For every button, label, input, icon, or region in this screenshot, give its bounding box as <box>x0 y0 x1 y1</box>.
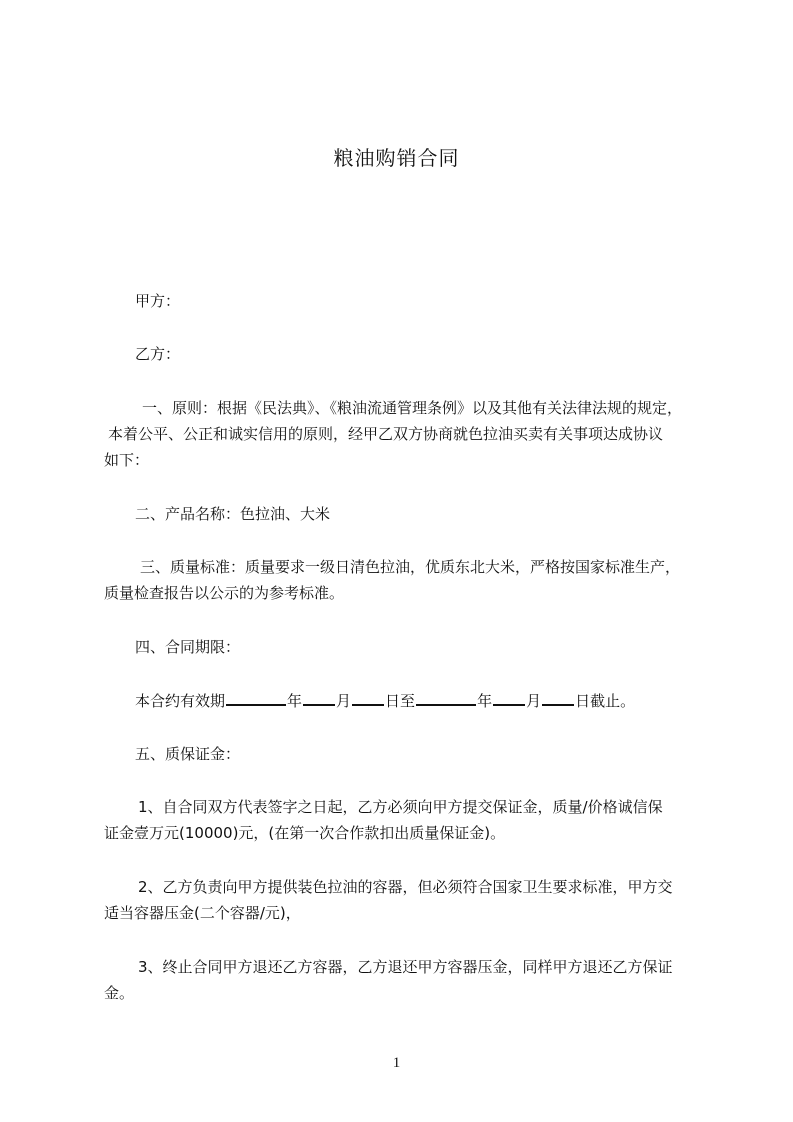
blank-month-2 <box>493 690 525 706</box>
party-a-label: 甲方： <box>135 292 181 310</box>
section-5: 五、质保证金： <box>135 745 241 763</box>
blank-day-1 <box>352 690 384 706</box>
item-2-line-1: 2、乙方负责向甲方提供装色拉油的容器，但必须符合国家卫生要求标准，甲方交 <box>138 878 673 896</box>
item-1-line-1: 1、自合同双方代表签字之日起，乙方必须向甲方提交保证金，质量/价格诚信保 <box>138 798 663 816</box>
page-title: 粮油购销合同 <box>333 146 460 170</box>
term-year-1: 年 <box>287 692 303 710</box>
item-2-line-2: 适当容器压金(二个容器/元)， <box>104 904 301 922</box>
party-b-label: 乙方： <box>135 345 181 363</box>
term-day-2: 日截止。 <box>575 692 636 710</box>
section-1-line-2: 本着公平、公正和诚实信用的原则，经甲乙双方协商就色拉油买卖有关事项达成协议 <box>108 425 664 443</box>
section-1-line-1: 一、原则：根据《民法典》、《粮油流通管理条例》以及其他有关法律法规的规定， <box>142 399 683 417</box>
term-day-1: 日至 <box>385 692 416 710</box>
page-number: 1 <box>392 1055 401 1071</box>
section-3-line-1: 三、质量标准：质量要求一级日清色拉油，优质东北大米，严格按国家标准生产， <box>140 558 681 576</box>
section-4: 四、合同期限： <box>135 638 241 656</box>
term-month-2: 月 <box>526 692 542 710</box>
item-3-line-2: 金。 <box>104 984 135 1002</box>
section-1-line-3: 如下： <box>104 451 150 469</box>
blank-year-1 <box>226 690 286 706</box>
blank-day-2 <box>542 690 574 706</box>
term-month-1: 月 <box>336 692 352 710</box>
term-prefix: 本合约有效期 <box>135 692 226 710</box>
blank-year-2 <box>416 690 476 706</box>
blank-month-1 <box>303 690 335 706</box>
term-line <box>135 690 635 711</box>
section-2: 二、产品名称：色拉油、大米 <box>135 505 331 523</box>
section-3-line-2: 质量检查报告以公示的为参考标准。 <box>104 584 345 602</box>
item-3-line-1: 3、终止合同甲方退还乙方容器，乙方退还甲方容器压金，同样甲方退还乙方保证 <box>138 958 673 976</box>
term-year-2: 年 <box>477 692 493 710</box>
item-1-line-2: 证金壹万元(10000)元，(在第一次合作款扣出质量保证金)。 <box>104 824 506 842</box>
